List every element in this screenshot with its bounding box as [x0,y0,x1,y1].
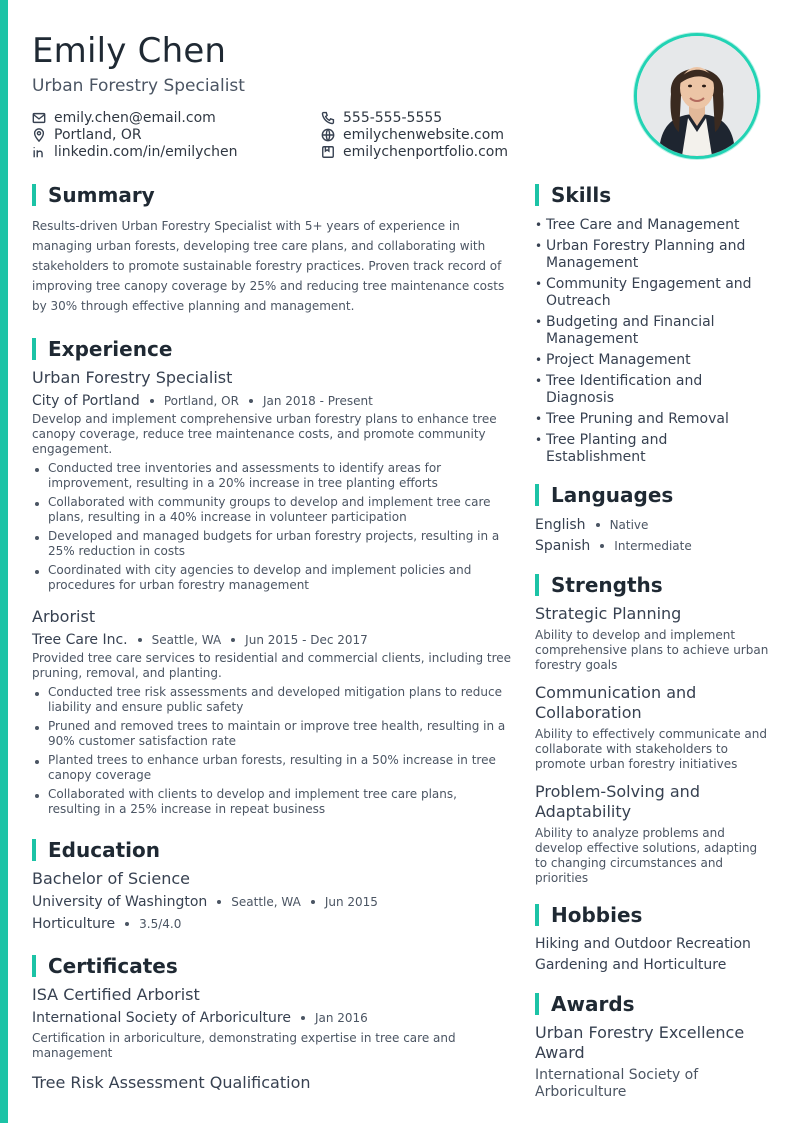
list-item: Pruned and removed trees to maintain or improve tree health, resulting in a 90% customer satisfaction rate [32,719,512,749]
hobby-item: Hiking and Outdoor Recreation [535,936,751,952]
list-item: • Community Engagement and Outreach [535,276,771,310]
job-dates: Jan 2018 - Present [262,394,373,408]
certificate-date: Jan 2016 [314,1011,368,1025]
summary-heading: Summary [32,182,512,208]
list-item: • Tree Planting and Establishment [535,432,771,466]
list-item: • Urban Forestry Planning and Management [535,238,771,272]
education-field [32,915,512,933]
job-description: Provided tree care services to residential and commercial clients, including tree pruning, removal, and planting. [32,651,512,680]
website-text: emilychenwebsite.com [343,126,504,143]
hobbies-heading: Hobbies [535,902,771,928]
list-item: • Tree Care and Management [535,217,771,234]
skills-heading: Skills [535,182,771,208]
education-meta [32,893,512,911]
email-text: emily.chen@email.com [54,109,216,126]
strengths-heading: Strengths [535,572,771,598]
certificate-meta [32,1009,512,1027]
award-title: Urban Forestry Excellence Award [535,1023,745,1062]
certificate-issuer: International Society of Arboriculture [32,1010,291,1026]
list-item: • Tree Pruning and Removal [535,411,771,428]
list-item: • Tree Identification and Diagnosis [535,373,771,407]
language-item [535,516,771,534]
strength-title: Problem-Solving and Adaptability [535,782,700,821]
job-title: Arborist [32,607,96,626]
language-name: English [535,517,586,533]
contact-location [32,126,142,143]
summary-section [32,182,512,316]
phone-icon [321,111,335,125]
language-level: Intermediate [614,539,692,553]
location-pin-icon [32,128,46,142]
location-text: Portland, OR [54,126,142,143]
job-location: Seattle, WA [151,633,222,647]
job-company: City of Portland [32,393,140,409]
strengths-section [535,572,771,886]
graduation-date: Jun 2015 [324,895,378,909]
list-item: Collaborated with community groups to develop and implement tree care plans, resulting in a 40% increase in volunteer participation [32,495,512,525]
experience-section [32,336,512,817]
strength-item [535,604,771,673]
list-item: Conducted tree risk assessments and developed mitigation plans to reduce liability and ensure public safety [32,685,512,715]
degree: Bachelor of Science [32,869,190,888]
job-dates: Jun 2015 - Dec 2017 [245,633,368,647]
resume-header [32,30,632,163]
separator-dot [249,399,253,403]
job-location: Portland, OR [163,394,239,408]
field-of-study: Horticulture [32,916,116,932]
separator-dot [217,900,221,904]
separator-dot [600,544,604,548]
strength-item [535,782,771,886]
profile-photo [634,33,760,159]
job-meta [32,392,512,410]
certificate-name: ISA Certified Arborist [32,985,200,1004]
strength-item [535,683,771,772]
gpa: 3.5/4.0 [139,917,182,931]
skills-list [535,217,771,466]
experience-heading: Experience [32,336,512,362]
candidate-name: Emily Chen [32,31,227,71]
separator-dot [150,399,154,403]
skills-section [535,182,771,466]
contact-linkedin[interactable] [32,143,237,160]
award-item [535,1023,771,1101]
job-bullets [32,685,512,817]
strength-description: Ability to analyze problems and develop effective solutions, adapting to changing circumstances and priorities [535,826,758,885]
phone-text: 555-555-5555 [343,109,443,126]
globe-icon [321,128,335,142]
strength-description: Ability to develop and implement comprehensive plans to achieve urban forestry goals [535,628,769,672]
award-organization: International Society of Arboriculture [535,1067,699,1100]
separator-dot [138,638,142,642]
job-company: Tree Care Inc. [32,632,128,648]
certificates-heading: Certificates [32,953,512,979]
languages-heading: Languages [535,482,771,508]
summary-text: Results-driven Urban Forestry Specialist with 5+ years of experience in managing urban forests, developing tree care plans, and collaborating with stakeholders to promote sustainable forestry practices. Proven track record of improving tree canopy coverage by 25% and reducing tree maintenance costs by 30% through effective planning and management. [32,219,505,313]
experience-entry [32,368,512,593]
language-name: Spanish [535,538,591,554]
hobby-item: Gardening and Horticulture [535,957,727,973]
contact-portfolio[interactable] [321,143,508,160]
separator-dot [301,1016,305,1020]
portfolio-text: emilychenportfolio.com [343,143,509,160]
list-item: Planted trees to enhance urban forests, resulting in a 50% increase in tree canopy coverage [32,753,512,783]
contact-info [32,109,632,163]
contact-email[interactable] [32,109,216,126]
certificates-section [32,953,512,1093]
accent-bar [0,0,8,1123]
candidate-title: Urban Forestry Specialist [32,76,245,96]
language-level: Native [609,518,649,532]
list-item: • Project Management [535,352,771,369]
right-column [535,182,771,1101]
strength-description: Ability to effectively communicate and collaborate with stakeholders to promote urban forestry initiatives [535,727,768,771]
school: University of Washington [32,894,208,910]
separator-dot [311,900,315,904]
awards-section [535,991,771,1101]
job-meta [32,631,512,649]
language-item [535,537,771,555]
linkedin-icon [32,145,46,159]
avatar-illustration [637,36,757,156]
languages-section [535,482,771,555]
list-item: Collaborated with clients to develop and implement tree care plans, resulting in a 25% increase in repeat business [32,787,512,817]
school-location: Seattle, WA [231,895,301,909]
certificate-name: Tree Risk Assessment Qualification [32,1073,311,1092]
job-title: Urban Forestry Specialist [32,368,233,387]
left-column [32,182,512,1093]
strength-title: Communication and Collaboration [535,683,697,722]
hobbies-section [535,902,771,974]
separator-dot [231,638,235,642]
mail-icon [32,111,46,125]
contact-phone[interactable] [321,109,442,126]
list-item: Developed and managed budgets for urban forestry projects, resulting in a 25% reduction in costs [32,529,512,559]
list-item: • Budgeting and Financial Management [535,314,771,348]
separator-dot [596,523,600,527]
strength-title: Strategic Planning [535,604,682,623]
portfolio-icon [321,145,335,159]
education-heading: Education [32,837,512,863]
experience-entry [32,607,512,817]
linkedin-text: linkedin.com/in/emilychen [54,143,238,160]
list-item: Coordinated with city agencies to develop and implement policies and procedures for urban forestry management [32,563,512,593]
job-description: Develop and implement comprehensive urban forestry plans to enhance tree canopy coverage, reduce tree maintenance costs, and promote community engagement. [32,412,497,456]
list-item: Conducted tree inventories and assessments to identify areas for improvement, resulting in a 20% increase in tree planting efforts [32,461,512,491]
certificate-description: Certification in arboriculture, demonstrating expertise in tree care and management [32,1031,456,1060]
education-section [32,837,512,933]
separator-dot [125,922,129,926]
awards-heading: Awards [535,991,771,1017]
job-bullets [32,461,512,593]
contact-website[interactable] [321,126,504,143]
